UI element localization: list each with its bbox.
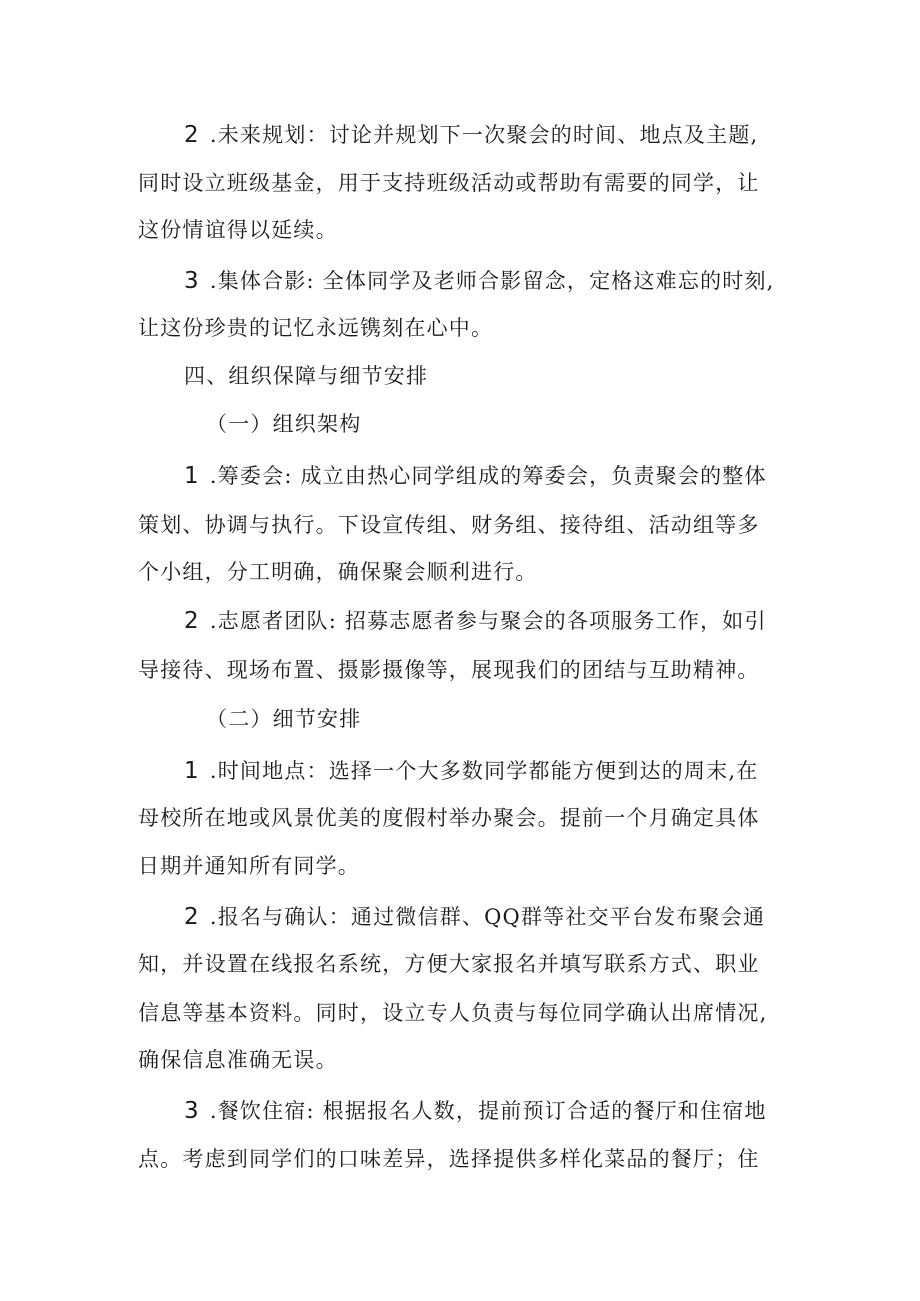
paragraph-line — [184, 266, 834, 296]
paragraph-line: 这份情谊得以延续。 — [138, 218, 338, 242]
paragraph-line: 让这份珍贵的记忆永远镌刻在心中。 — [138, 316, 494, 340]
paragraph-line — [184, 120, 834, 150]
paragraph-line: 信息等基本资料。同时，设立专人负责与每位同学确认出席情况, — [138, 1001, 768, 1025]
paragraph-line — [184, 1096, 834, 1126]
paragraph-line: 母校所在地或风景优美的度假村举办聚会。提前一个月确定具体 — [138, 806, 760, 830]
line-text: .时间地点：选择一个大多数同学都能方便到达的周末,在 — [209, 759, 759, 783]
line-text: .集体合影: 全体同学及老师合影留念，定格这难忘的时刻, — [209, 269, 775, 293]
item-number: 3 — [184, 268, 200, 294]
paragraph-line — [184, 606, 834, 636]
item-number: 2 — [184, 608, 200, 634]
item-number: 3 — [184, 1098, 200, 1124]
item-number: 2 — [184, 904, 200, 930]
paragraph-line — [184, 902, 834, 932]
paragraph-line: 日期并通知所有同学。 — [138, 854, 360, 878]
paragraph-line: 导接待、现场布置、摄影摄像等，展现我们的团结与互助精神。 — [138, 658, 760, 682]
paragraph-line: 个小组，分工明确，确保聚会顺利进行。 — [138, 560, 538, 584]
section-heading: 四、组织保障与细节安排 — [184, 364, 429, 388]
line-text: .餐饮住宿: 根据报名人数，提前预订合适的餐厅和住宿地 — [209, 1099, 767, 1123]
item-number: 1 — [184, 463, 200, 489]
line-text: .报名与确认：通过微信群、QQ群等社交平台发布聚会通 — [209, 905, 766, 929]
line-text: .未来规划：讨论并规划下一次聚会的时间、地点及主题, — [209, 123, 759, 147]
item-number: 1 — [184, 758, 200, 784]
paragraph-line: 知，并设置在线报名系统，方便大家报名并填写联系方式、职业 — [138, 952, 760, 976]
line-text: .筹委会: 成立由热心同学组成的筹委会，负责聚会的整体 — [209, 464, 767, 488]
paragraph-line: 策划、协调与执行。下设宣传组、财务组、接待组、活动组等多 — [138, 513, 760, 537]
paragraph-line — [184, 756, 834, 786]
paragraph-line: 同时设立班级基金，用于支持班级活动或帮助有需要的同学，让 — [138, 171, 760, 195]
item-number: 2 — [184, 122, 200, 148]
paragraph-line: 点。考虑到同学们的口味差异，选择提供多样化菜品的餐厅；住 — [138, 1147, 760, 1171]
line-text: .志愿者团队: 招募志愿者参与聚会的各项服务工作，如引 — [209, 609, 767, 633]
paragraph-line: 确保信息准确无误。 — [138, 1048, 338, 1072]
paragraph-line — [184, 461, 834, 491]
subsection-heading: （一）组织架构 — [206, 412, 362, 436]
subsection-heading: （二）细节安排 — [206, 707, 362, 731]
